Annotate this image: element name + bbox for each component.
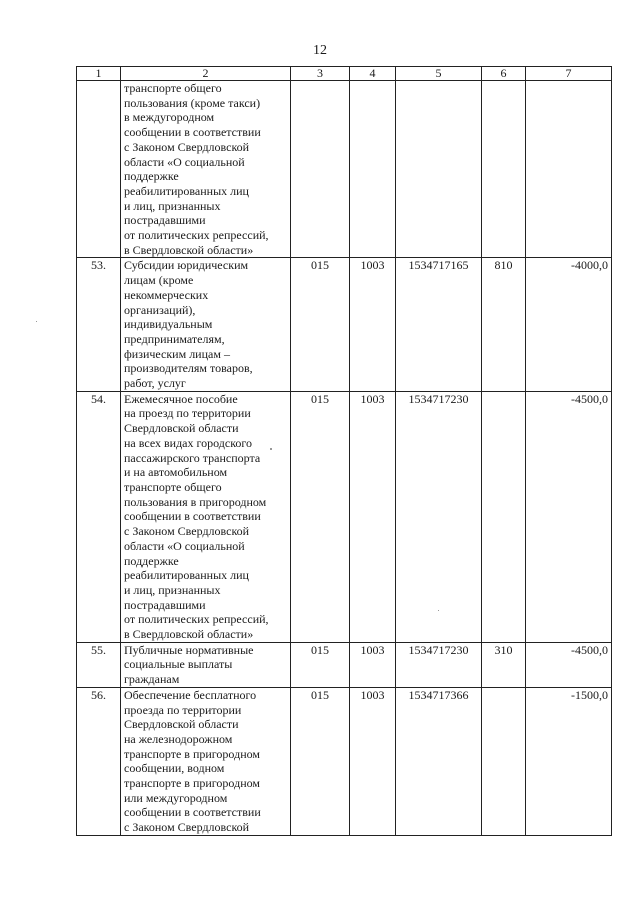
description-line: пассажирского транспорта	[124, 450, 261, 465]
description-line: сообщении в соответствии	[124, 125, 261, 140]
description-line: реабилитированных лиц	[124, 183, 249, 198]
scan-speck	[36, 321, 37, 322]
description-line: от политических репрессий,	[124, 612, 269, 627]
expense-type-code: 310	[482, 642, 526, 687]
description-line: на всех видах городского	[124, 435, 253, 450]
row-description	[121, 258, 291, 391]
description-line: пострадавшими	[124, 597, 206, 612]
description-line: сообщении, водном	[124, 761, 225, 776]
budget-table	[76, 66, 612, 836]
description-line: сообщении в соответствии	[124, 509, 261, 524]
amount-change: -1500,0	[526, 687, 612, 835]
description-line: поддержке	[124, 169, 179, 184]
amount-change: -4500,0	[526, 391, 612, 642]
description-line: транспорте общего	[124, 81, 222, 95]
description-line: пострадавшими	[124, 213, 206, 228]
row-description	[121, 81, 291, 258]
row-number: 53.	[77, 258, 121, 391]
target-article-code: 1534717366	[396, 687, 482, 835]
description-line: области «О социальной	[124, 538, 245, 553]
row-description	[121, 642, 291, 687]
description-line: транспорте в пригородном	[124, 776, 260, 791]
scan-speck	[438, 610, 439, 611]
header-cell: 4	[350, 67, 396, 81]
description-line: гражданам	[124, 672, 180, 687]
subsection-code: 1003	[350, 258, 396, 391]
description-line: поддержке	[124, 553, 179, 568]
section-code: 015	[291, 391, 350, 642]
scan-speck	[270, 448, 272, 450]
row-number: 56.	[77, 687, 121, 835]
description-line: или междугородном	[124, 790, 228, 805]
section-code: 015	[291, 258, 350, 391]
section-code: 015	[291, 687, 350, 835]
target-article-code: 1534717230	[396, 391, 482, 642]
description-line: производителям товаров,	[124, 361, 253, 376]
description-line: на проезд по территории	[124, 406, 251, 421]
row-number: 54.	[77, 391, 121, 642]
description-line: индивидуальным	[124, 317, 213, 332]
description-line: с Законом Свердловской	[124, 820, 250, 835]
description-line: предпринимателям,	[124, 331, 225, 346]
expense-type-code	[482, 391, 526, 642]
description-line: некоммерческих	[124, 287, 209, 302]
description-line: и на автомобильном	[124, 465, 228, 480]
description-line: Ежемесячное пособие	[124, 391, 238, 406]
amount-change: -4000,0	[526, 258, 612, 391]
expense-type-code	[482, 81, 526, 258]
description-line: лицам (кроме	[124, 273, 194, 288]
table-row	[77, 81, 612, 258]
description-line: социальные выплаты	[124, 657, 233, 672]
page-number: 12	[313, 43, 327, 58]
description-line: организаций),	[124, 302, 196, 317]
description-line: на железнодорожном	[124, 731, 233, 746]
description-line: с Законом Свердловской	[124, 139, 250, 154]
target-article-code: 1534717165	[396, 258, 482, 391]
section-code	[291, 81, 350, 258]
description-line: Свердловской области	[124, 421, 239, 436]
description-line: от политических репрессий,	[124, 228, 269, 243]
table-row	[77, 687, 612, 835]
subsection-code: 1003	[350, 687, 396, 835]
header-cell: 7	[526, 67, 612, 81]
row-number	[77, 81, 121, 258]
description-line: проезда по территории	[124, 702, 242, 717]
table-row	[77, 391, 612, 642]
description-line: пользования в пригородном	[124, 494, 267, 509]
description-line: транспорте общего	[124, 479, 222, 494]
row-number: 55.	[77, 642, 121, 687]
amount-change	[526, 81, 612, 258]
description-line: и лиц, признанных	[124, 198, 221, 213]
amount-change: -4500,0	[526, 642, 612, 687]
expense-type-code	[482, 687, 526, 835]
subsection-code	[350, 81, 396, 258]
header-cell: 1	[77, 67, 121, 81]
description-line: и лиц, признанных	[124, 582, 221, 597]
header-cell: 5	[396, 67, 482, 81]
description-line: Субсидии юридическим	[124, 258, 249, 273]
table-row	[77, 258, 612, 391]
description-line: транспорте в пригородном	[124, 746, 260, 761]
description-line: области «О социальной	[124, 154, 245, 169]
description-line: Свердловской области	[124, 717, 239, 732]
section-code: 015	[291, 642, 350, 687]
description-line: реабилитированных лиц	[124, 568, 249, 583]
row-description	[121, 391, 291, 642]
description-line: в междугородном	[124, 110, 215, 125]
description-line: сообщении в соответствии	[124, 805, 261, 820]
description-line: Обеспечение бесплатного	[124, 687, 257, 702]
description-line: работ, услуг	[124, 376, 186, 391]
header-cell: 2	[121, 67, 291, 81]
description-line: Публичные нормативные	[124, 642, 254, 657]
description-line: физическим лицам –	[124, 346, 230, 361]
target-article-code: 1534717230	[396, 642, 482, 687]
description-line: в Свердловской области»	[124, 242, 254, 257]
expense-type-code: 810	[482, 258, 526, 391]
subsection-code: 1003	[350, 642, 396, 687]
header-row	[77, 67, 612, 81]
table-row	[77, 642, 612, 687]
description-line: пользования (кроме такси)	[124, 95, 261, 110]
header-cell: 3	[291, 67, 350, 81]
target-article-code	[396, 81, 482, 258]
subsection-code: 1003	[350, 391, 396, 642]
row-description	[121, 687, 291, 835]
header-cell: 6	[482, 67, 526, 81]
description-line: с Законом Свердловской	[124, 524, 250, 539]
description-line: в Свердловской области»	[124, 627, 254, 642]
